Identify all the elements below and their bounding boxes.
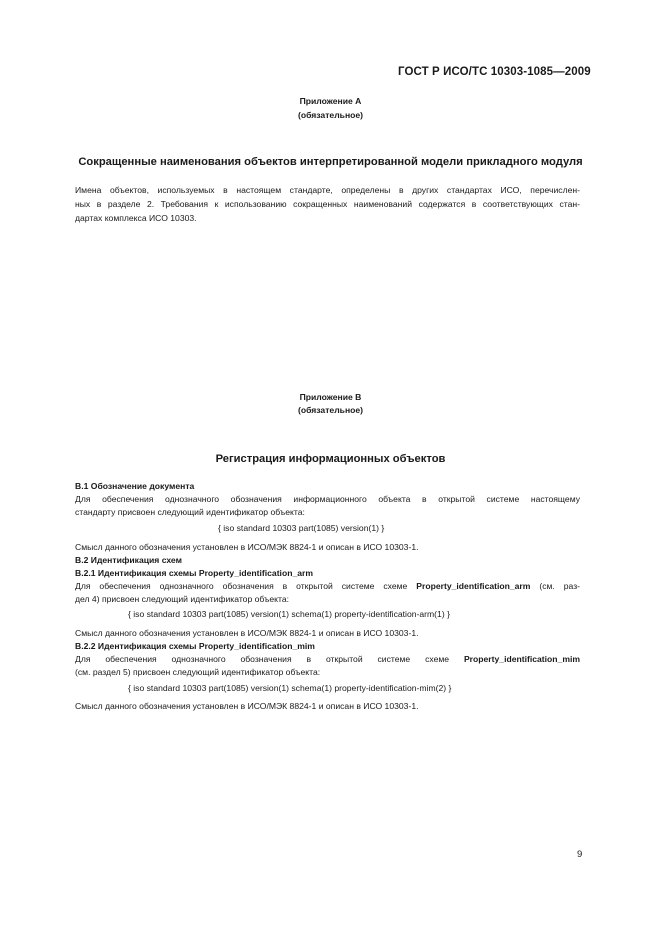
appendix-a-paragraph-line3: дартах комплекса ИСО 10303. — [75, 213, 197, 223]
appendix-b-label: Приложение В — [299, 392, 362, 402]
section-b1-meaning: Смысл данного обозначения установлен в ИСО/МЭК 8824-1 и описан в ИСО 10303-1. — [75, 542, 419, 552]
appendix-a-title: Сокращенные наименования объектов интерпретированной модели прикладного модуля — [78, 156, 583, 168]
appendix-a-label: Приложение А — [299, 96, 362, 106]
section-b1-heading: В.1 Обозначение документа — [75, 481, 195, 491]
schema-name-arm: Property_identification_arm — [416, 581, 531, 591]
standard-code-header: ГОСТ Р ИСО/ТС 10303-1085—2009 — [398, 66, 591, 78]
schema-name-mim: Property_identification_mim — [463, 654, 580, 664]
section-b21-meaning: Смысл данного обозначения установлен в ИСО/МЭК 8824-1 и описан в ИСО 10303-1. — [75, 628, 419, 638]
section-b22-heading: В.2.2 Идентификация схемы Property_identification_mim — [75, 641, 315, 651]
appendix-a-paragraph-line1: Имена объектов, используемых в настоящем стандарте, определены в других стандартах ИСО, перечислен- — [75, 185, 580, 195]
section-b1-identifier: { iso standard 10303 part(1085) version(1) } — [218, 523, 385, 533]
section-b22-meaning: Смысл данного обозначения установлен в ИСО/МЭК 8824-1 и описан в ИСО 10303-1. — [75, 701, 419, 711]
section-b22-text-line2: (см. раздел 5) присвоен следующий идентификатор объекта: — [75, 667, 321, 677]
section-b21-heading: В.2.1 Идентификация схемы Property_identification_arm — [75, 568, 313, 578]
section-b2-heading: В.2 Идентификация схем — [75, 555, 182, 565]
section-b22-identifier: { iso standard 10303 part(1085) version(1) schema(1) property-identification-mim(2) } — [128, 683, 452, 693]
appendix-b-status: (обязательное) — [297, 405, 364, 415]
appendix-b-title: Регистрация информационных объектов — [215, 453, 446, 465]
section-b21-identifier: { iso standard 10303 part(1085) version(1) schema(1) property-identification-arm(1) } — [128, 609, 450, 619]
section-b1-text-line1: Для обеспечения однозначного обозначения информационного объекта в открытой системе настоящему — [75, 494, 580, 504]
section-b21-text-line2: дел 4) присвоен следующий идентификатор объекта: — [75, 594, 290, 604]
appendix-a-paragraph-line2: ных в разделе 2. Требования к использованию сокращенных наименований содержатся в соответствующих стан- — [75, 199, 580, 209]
section-b1-text-line2: стандарту присвоен следующий идентификатор объекта: — [75, 507, 305, 517]
section-b21-text-line1: Для обеспечения однозначного обозначения в открытой системе схеме Property_identification_arm (см. раз- — [75, 581, 581, 591]
section-b22-text-line1: Для обеспечения однозначного обозначения в открытой системе схеме Property_identification_mim — [75, 654, 580, 664]
appendix-a-status: (обязательное) — [297, 110, 364, 120]
page-number: 9 — [577, 849, 583, 860]
